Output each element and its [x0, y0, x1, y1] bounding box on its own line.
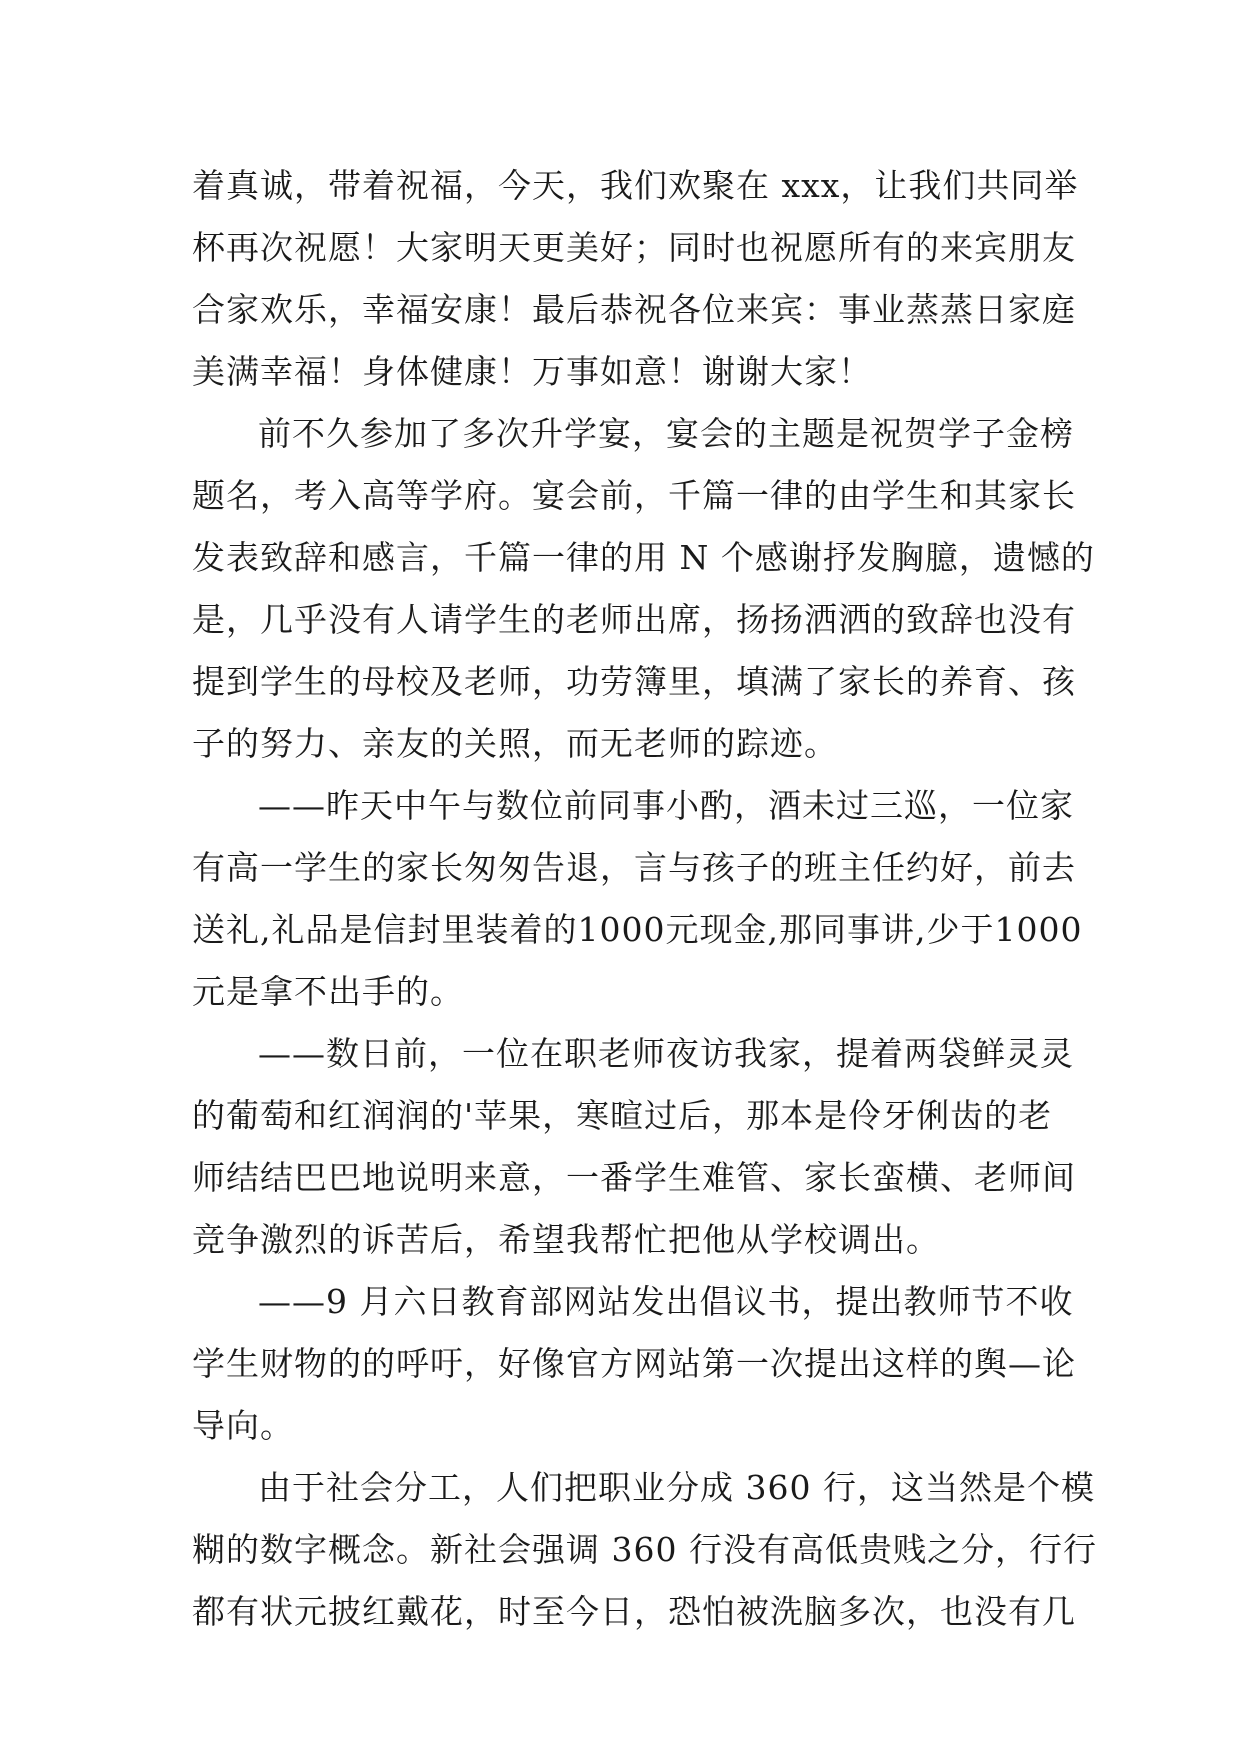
text-line: 合家欢乐，幸福安康！最后恭祝各位来宾：事业蒸蒸日家庭 — [192, 290, 1076, 329]
text-line: 子的努力、亲友的关照，而无老师的踪迹。 — [192, 724, 838, 763]
text-line: 送礼,礼品是信封里装着的1000元现金,那同事讲,少于1000 — [192, 910, 1083, 949]
text-line: 师结结巴巴地说明来意，一番学生难管、家长蛮横、老师间 — [192, 1158, 1076, 1197]
text-line: 学生财物的的呼吁，好像官方网站第一次提出这样的舆—论 — [192, 1344, 1076, 1383]
text-line: 题名，考入高等学府。宴会前，千篇一律的由学生和其家长 — [192, 476, 1076, 515]
text-line: 都有状元披红戴花，时至今日，恐怕被洗脑多次，也没有几 — [192, 1592, 1076, 1631]
text-line: 发表致辞和感言，千篇一律的用 N 个感谢抒发胸臆，遗憾的 — [192, 538, 1095, 577]
text-line: 杯再次祝愿！大家明天更美好；同时也祝愿所有的来宾朋友 — [192, 228, 1076, 267]
text-line: 前不久参加了多次升学宴，宴会的主题是祝贺学子金榜 — [258, 414, 1074, 453]
text-line: 有高一学生的家长匆匆告退，言与孩子的班主任约好，前去 — [192, 848, 1076, 887]
text-line: 的葡萄和红润润的'苹果，寒暄过后，那本是伶牙俐齿的老 — [192, 1096, 1053, 1135]
text-line: 提到学生的母校及老师，功劳簿里，填满了家长的养育、孩 — [192, 662, 1076, 701]
text-line: ——昨天中午与数位前同事小酌，酒未过三巡，一位家 — [258, 786, 1074, 825]
text-line: 美满幸福！身体健康！万事如意！谢谢大家！ — [192, 352, 872, 391]
text-line: 竞争激烈的诉苦后，希望我帮忙把他从学校调出。 — [192, 1220, 940, 1259]
text-line: ——数日前，一位在职老师夜访我家，提着两袋鲜灵灵 — [258, 1034, 1074, 1073]
text-line: 是，几乎没有人请学生的老师出席，扬扬洒洒的致辞也没有 — [192, 600, 1076, 639]
text-line: 导向。 — [192, 1406, 294, 1445]
text-line: 元是拿不出手的。 — [192, 972, 464, 1011]
text-line: ——9 月六日教育部网站发出倡议书，提出教师节不收 — [258, 1282, 1074, 1321]
document-body — [192, 155, 1097, 1643]
text-line: 着真诚，带着祝福，今天，我们欢聚在 xxx，让我们共同举 — [192, 166, 1079, 205]
text-line: 糊的数字概念。新社会强调 360 行没有高低贵贱之分，行行 — [192, 1530, 1097, 1569]
text-line: 由于社会分工，人们把职业分成 360 行，这当然是个模 — [258, 1468, 1095, 1507]
